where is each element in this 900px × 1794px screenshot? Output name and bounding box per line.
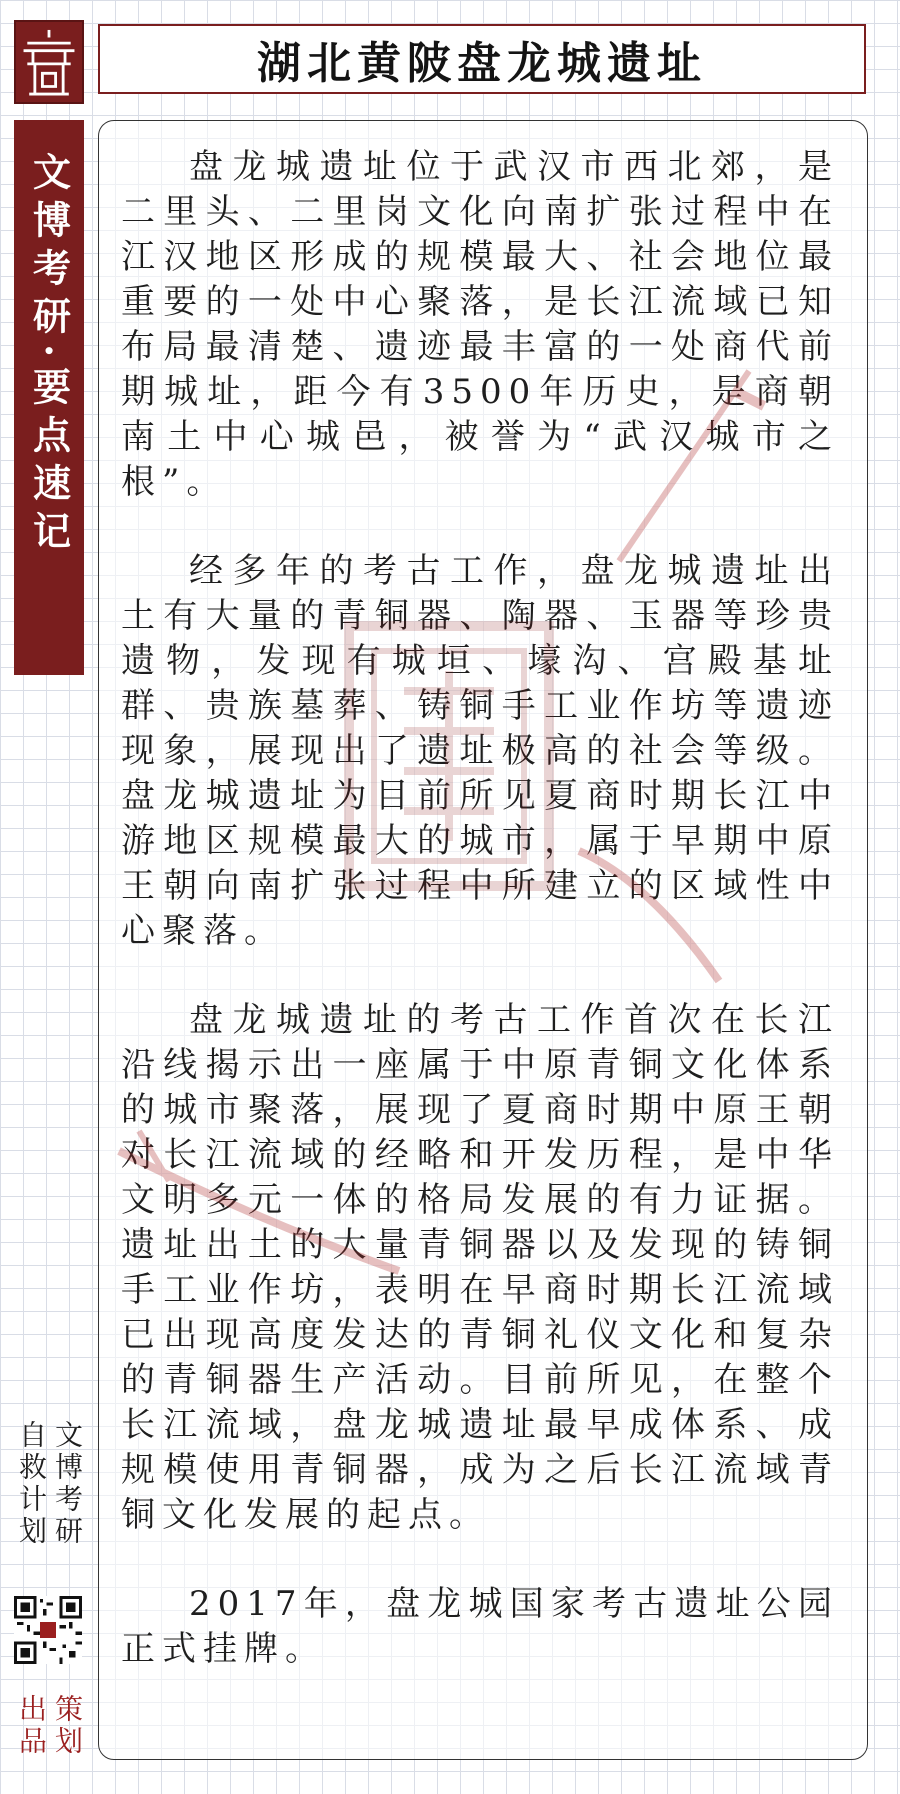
paragraph: 盘龙城遗址位于武汉市西北郊，是二里头、二里岗文化向南扩张过程中在江汉地区形成的规模最大、社会地位最重要的一处中心聚落，是长江流域已知布局最清楚、遗迹最丰富的一处商代前期城址，距今有3500年历史，是商朝南土中心城邑，被誉为“武汉城市之根”。 xyxy=(121,147,839,502)
qr-code-icon xyxy=(14,1596,82,1664)
title-box xyxy=(98,24,866,94)
page-title: 湖北黄陂盘龙城遗址 xyxy=(257,38,707,89)
logo xyxy=(14,20,84,104)
paragraph: 2017年，盘龙城国家考古遗址公园正式挂牌。 xyxy=(121,1584,839,1669)
credit-text-right: 文博考研 xyxy=(51,1420,84,1548)
article-panel xyxy=(98,120,868,1760)
planner-text-right: 策划 xyxy=(51,1694,84,1758)
museum-gate-icon xyxy=(16,22,82,102)
paragraph: 盘龙城遗址的考古工作首次在长江沿线揭示出一座属于中原青铜文化体系的城市聚落，展现了夏商时期中原王朝对长江流域的经略和开发历程，是中华文明多元一体的格局发展的有力证据。遗址出土的大量青铜器以及发现的铸铜手工业作坊，表明在早商时期长江流域已出现高度发达的青铜礼仪文化和复杂的青铜器生产活动。目前所见，在整个长江流域，盘龙城遗址最早成体系、成规模使用青铜器，成为之后长江流域青铜文化发展的起点。 xyxy=(121,1000,839,1535)
planner-block xyxy=(14,1694,84,1758)
category-banner-text: 文博考研·要点速记 xyxy=(26,152,72,560)
credit-block xyxy=(14,1420,84,1548)
category-banner xyxy=(14,120,84,675)
qr-code[interactable] xyxy=(14,1596,82,1664)
planner-text-left: 出品 xyxy=(15,1694,48,1758)
credit-text-left: 自救计划 xyxy=(15,1420,48,1548)
paragraph: 经多年的考古工作，盘龙城遗址出土有大量的青铜器、陶器、玉器等珍贵遗物，发现有城垣、壕沟、宫殿基址群、贵族墓葬、铸铜手工业作坊等遗迹现象，展现出了遗址极高的社会等级。盘龙城遗址为目前所见夏商时期长江中游地区规模最大的城市，属于早期中原王朝向南扩张过程中所建立的区域性中心聚落。 xyxy=(121,551,839,951)
